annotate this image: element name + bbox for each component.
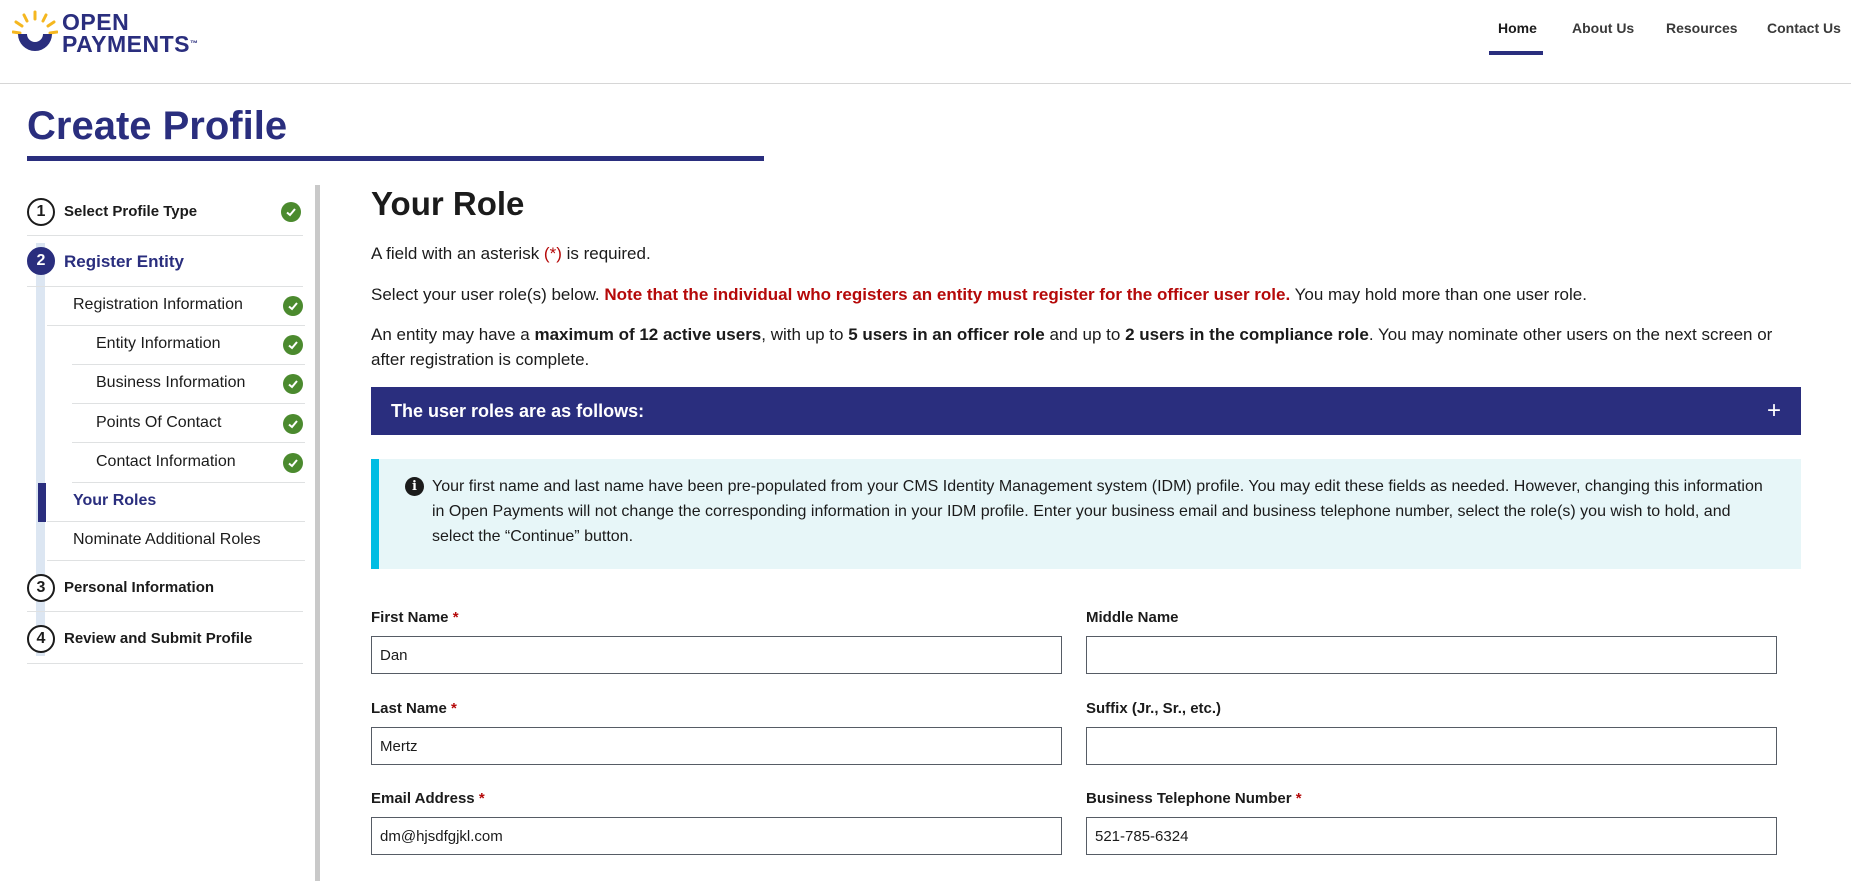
- limits-text-4: . You may nominate other users on the next screen or after registration is complete.: [371, 325, 1773, 369]
- nav-home[interactable]: Home: [1498, 20, 1537, 36]
- step-label: Review and Submit Profile: [64, 630, 253, 647]
- check-circle-icon: [283, 296, 303, 316]
- sidebar-substep-registration-information[interactable]: [47, 287, 305, 326]
- check-circle-icon: [281, 202, 301, 222]
- email-label: [371, 790, 485, 807]
- officer-warning: Note that the individual who registers an entity must register for the officer user role.: [604, 285, 1291, 304]
- step-label: Register Entity: [64, 252, 184, 271]
- sidebar-substep-contact-information[interactable]: [72, 443, 305, 483]
- nav-resources[interactable]: Resources: [1666, 20, 1738, 36]
- substep-label: Your Roles: [73, 492, 157, 509]
- phone-label: [1086, 790, 1302, 807]
- required-asterisk: *: [451, 700, 457, 717]
- plus-icon[interactable]: +: [1766, 397, 1781, 424]
- limits-text-2: , with up to: [761, 325, 849, 344]
- first-name-input[interactable]: [371, 636, 1062, 674]
- select-note-text-end: You may hold more than one user role.: [1290, 285, 1587, 304]
- suffix-input[interactable]: [1086, 727, 1777, 765]
- substep-label: Entity Information: [96, 335, 221, 352]
- sidebar-substep-nominate-additional-roles[interactable]: [47, 522, 305, 561]
- site-header: [0, 0, 1851, 84]
- logo-wordmark: [62, 11, 198, 55]
- page-title: Create Profile: [27, 104, 288, 148]
- select-note-text: Select your user role(s) below.: [371, 285, 605, 304]
- limits-compliance-users: 2 users in the compliance role: [1125, 325, 1369, 344]
- info-alert: [371, 459, 1801, 569]
- user-limits-note: [371, 322, 1801, 372]
- step-label: Select Profile Type: [64, 203, 198, 220]
- required-asterisk: (*): [543, 244, 562, 263]
- required-note: [371, 241, 1801, 266]
- required-note-text: A field with an asterisk: [371, 244, 544, 263]
- required-note-text-end: is required.: [561, 244, 651, 263]
- step-label: Personal Information: [64, 579, 215, 596]
- substep-label: Points Of Contact: [96, 414, 222, 431]
- middle-name-label: Middle Name: [1086, 609, 1179, 626]
- role-select-note: [371, 282, 1801, 307]
- suffix-label: Suffix (Jr., Sr., etc.): [1086, 700, 1222, 717]
- check-circle-icon: [283, 414, 303, 434]
- label-text: First Name: [371, 609, 449, 626]
- email-input[interactable]: [371, 817, 1062, 855]
- label-text: Last Name: [371, 700, 447, 717]
- step-number: 3: [27, 574, 55, 602]
- current-step-indicator: [38, 483, 46, 522]
- nav-about-us[interactable]: About Us: [1572, 20, 1635, 36]
- accordion-title: The user roles are as follows:: [391, 400, 645, 421]
- limits-text-3: and up to: [1044, 325, 1126, 344]
- required-asterisk: *: [1295, 790, 1302, 807]
- sidebar-substep-business-information[interactable]: [72, 365, 305, 404]
- required-asterisk: *: [478, 790, 485, 807]
- section-title: Your Role: [371, 185, 525, 222]
- info-alert-text: Your first name and last name have been pre-populated from your CMS Identity Management system (IDM) profile. You may edit these fields as needed. However, changing this information in Open Payments will not change the corresponding information in your IDM profile. Enter your business email and business telephone number, select the role(s) you wish to hold, and select the “Continue” button.: [432, 478, 1763, 545]
- nav-contact-us[interactable]: Contact Us: [1767, 20, 1841, 36]
- middle-name-input[interactable]: [1086, 636, 1777, 674]
- required-asterisk: *: [452, 609, 459, 626]
- sidebar-substep-your-roles[interactable]: [47, 483, 305, 522]
- step-number: 4: [27, 625, 55, 653]
- substep-label: Registration Information: [73, 296, 243, 313]
- first-name-label: [371, 609, 459, 626]
- limits-max-users: maximum of 12 active users: [534, 325, 762, 344]
- sidebar-step-review-and-submit-profile[interactable]: [27, 624, 303, 664]
- trademark-mark: ™: [189, 39, 199, 48]
- last-name-label: [371, 700, 457, 717]
- sun-logo-icon: [12, 10, 58, 56]
- substep-label: Contact Information: [96, 453, 236, 470]
- label-text: Business Telephone Number: [1086, 790, 1292, 807]
- label-text: Email Address: [371, 790, 475, 807]
- sidebar-step-personal-information[interactable]: [27, 572, 303, 612]
- open-payments-logo[interactable]: [12, 10, 198, 56]
- last-name-input[interactable]: [371, 727, 1062, 765]
- sidebar-step-register-entity[interactable]: [27, 244, 303, 287]
- sidebar-divider: [315, 185, 320, 881]
- nav-active-indicator: [1489, 51, 1543, 55]
- title-underline: [27, 156, 764, 161]
- substep-label: Business Information: [96, 374, 246, 391]
- logo-line-1: OPEN: [62, 9, 130, 35]
- sidebar-substep-points-of-contact[interactable]: [72, 404, 305, 443]
- check-circle-icon: [283, 453, 303, 473]
- info-icon: i: [405, 477, 424, 496]
- step-number: 1: [27, 198, 55, 226]
- limits-officer-users: 5 users in an officer role: [848, 325, 1045, 344]
- logo-line-2: PAYMENTS: [62, 31, 190, 57]
- limits-text-1: An entity may have a: [371, 325, 535, 344]
- phone-input[interactable]: [1086, 817, 1777, 855]
- check-circle-icon: [283, 374, 303, 394]
- step-number: 2: [27, 247, 55, 275]
- substep-label: Nominate Additional Roles: [73, 531, 261, 548]
- user-roles-accordion[interactable]: [371, 387, 1801, 435]
- sidebar-substep-entity-information[interactable]: [72, 326, 305, 365]
- sidebar-step-select-profile-type[interactable]: [27, 194, 303, 236]
- check-circle-icon: [283, 335, 303, 355]
